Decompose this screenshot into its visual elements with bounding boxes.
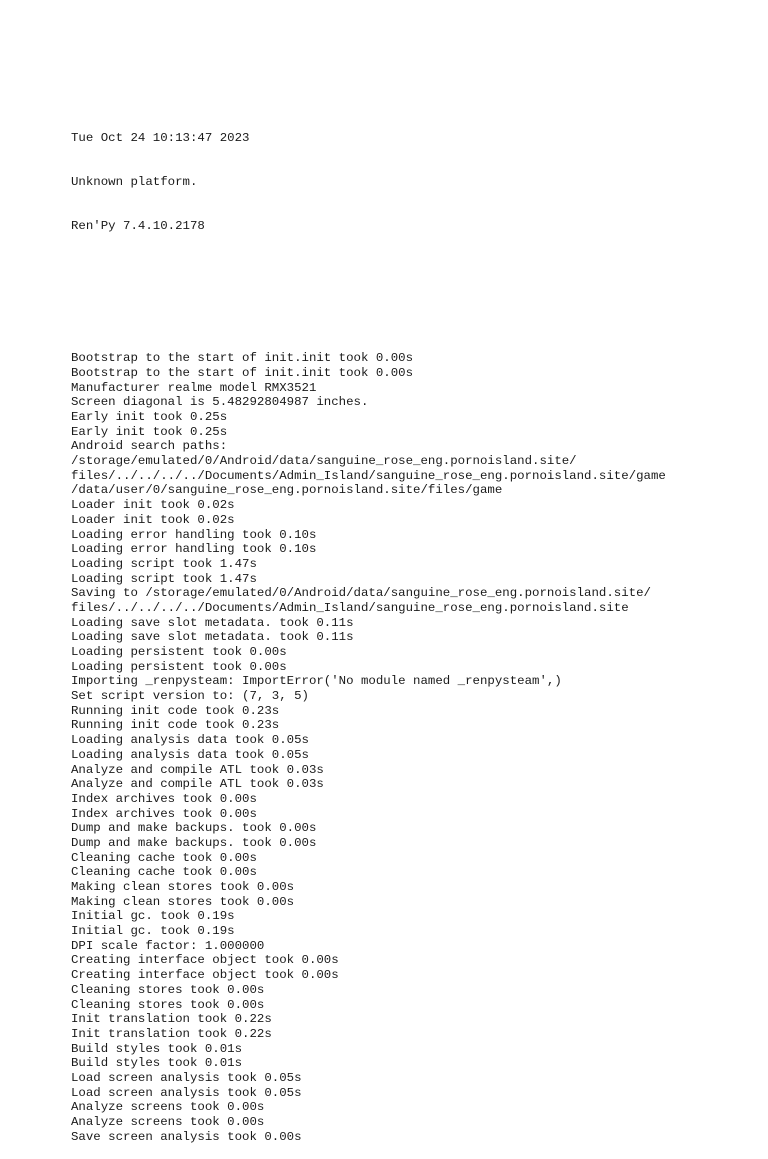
log-line: Making clean stores took 0.00s — [71, 880, 295, 895]
log-line: Early init took 0.25s — [71, 424, 228, 439]
log-body — [71, 351, 761, 1144]
log-line: Making clean stores took 0.00s — [71, 894, 295, 909]
log-line: Bootstrap to the start of init.init took 0.00s — [71, 351, 414, 366]
log-line: Cleaning cache took 0.00s — [71, 865, 257, 880]
log-line: Android search paths: — [71, 439, 228, 454]
log-line: Creating interface object took 0.00s — [71, 953, 339, 968]
log-line: Loading error handling took 0.10s — [71, 542, 317, 557]
log-spacer — [71, 293, 761, 322]
log-line: Loading persistent took 0.00s — [71, 659, 287, 674]
log-line: Loading script took 1.47s — [71, 571, 257, 586]
log-line: /storage/emulated/0/Android/data/sanguine_rose_eng.pornoisland.site/ — [71, 454, 577, 469]
log-line: Dump and make backups. took 0.00s — [71, 821, 317, 836]
log-line: Initial gc. took 0.19s — [71, 909, 235, 924]
log-line: Initial gc. took 0.19s — [71, 924, 235, 939]
log-line: Cleaning stores took 0.00s — [71, 982, 265, 997]
log-line: Cleaning stores took 0.00s — [71, 997, 265, 1012]
log-line: Loading error handling took 0.10s — [71, 527, 317, 542]
log-line: Analyze and compile ATL took 0.03s — [71, 777, 324, 792]
log-line: Screen diagonal is 5.48292804987 inches. — [71, 395, 369, 410]
log-line: Init translation took 0.22s — [71, 1026, 272, 1041]
log-version: Ren'Py 7.4.10.2178 — [71, 219, 205, 233]
log-line: Dump and make backups. took 0.00s — [71, 835, 317, 850]
log-line: Loader init took 0.02s — [71, 498, 235, 513]
log-line: Loading save slot metadata. took 0.11s — [71, 615, 354, 630]
log-line: Analyze screens took 0.00s — [71, 1100, 265, 1115]
log-line: Cleaning cache took 0.00s — [71, 850, 257, 865]
log-line: Build styles took 0.01s — [71, 1056, 243, 1071]
log-line: Running init code took 0.23s — [71, 718, 280, 733]
log-line: files/../../../../Documents/Admin_Island/sanguine_rose_eng.pornoisland.site — [71, 600, 629, 615]
log-timestamp: Tue Oct 24 10:13:47 2023 — [71, 130, 250, 145]
log-line: Importing _renpysteam: ImportError('No module named _renpysteam',) — [71, 674, 562, 689]
log-line: /data/user/0/sanguine_rose_eng.pornoisland.site/files/game — [71, 483, 503, 498]
log-line: Saving to /storage/emulated/0/Android/data/sanguine_rose_eng.pornoisland.site/ — [71, 586, 651, 601]
log-line: Running init code took 0.23s — [71, 703, 280, 718]
log-line: Early init took 0.25s — [71, 410, 228, 425]
log-line: Loading save slot metadata. took 0.11s — [71, 630, 354, 645]
log-line: Loading persistent took 0.00s — [71, 645, 287, 660]
log-line: Manufacturer realme model RMX3521 — [71, 380, 317, 395]
log-line: DPI scale factor: 1.000000 — [71, 938, 265, 953]
log-line: Loading analysis data took 0.05s — [71, 733, 309, 748]
log-line: Bootstrap to the start of init.init took 0.00s — [71, 365, 414, 380]
log-line: Save screen analysis took 0.00s — [71, 1129, 302, 1144]
log-line: Analyze screens took 0.00s — [71, 1115, 265, 1130]
log-platform: Unknown platform. — [71, 174, 198, 189]
log-line: Loader init took 0.02s — [71, 512, 235, 527]
log-line: Init translation took 0.22s — [71, 1012, 272, 1027]
log-line: Index archives took 0.00s — [71, 806, 257, 821]
log-header — [71, 101, 761, 263]
log-line: Loading script took 1.47s — [71, 556, 257, 571]
log-line: Set script version to: (7, 3, 5) — [71, 689, 309, 704]
log-line: Loading analysis data took 0.05s — [71, 747, 309, 762]
log-line: Load screen analysis took 0.05s — [71, 1070, 302, 1085]
log-line: Index archives took 0.00s — [71, 791, 257, 806]
log-line: Load screen analysis took 0.05s — [71, 1085, 302, 1100]
log-line: files/../../../../Documents/Admin_Island/sanguine_rose_eng.pornoisland.site/game — [71, 468, 666, 483]
log-line: Build styles took 0.01s — [71, 1041, 243, 1056]
log-line: Creating interface object took 0.00s — [71, 968, 339, 983]
log-document — [71, 72, 761, 1159]
log-line: Analyze and compile ATL took 0.03s — [71, 762, 324, 777]
